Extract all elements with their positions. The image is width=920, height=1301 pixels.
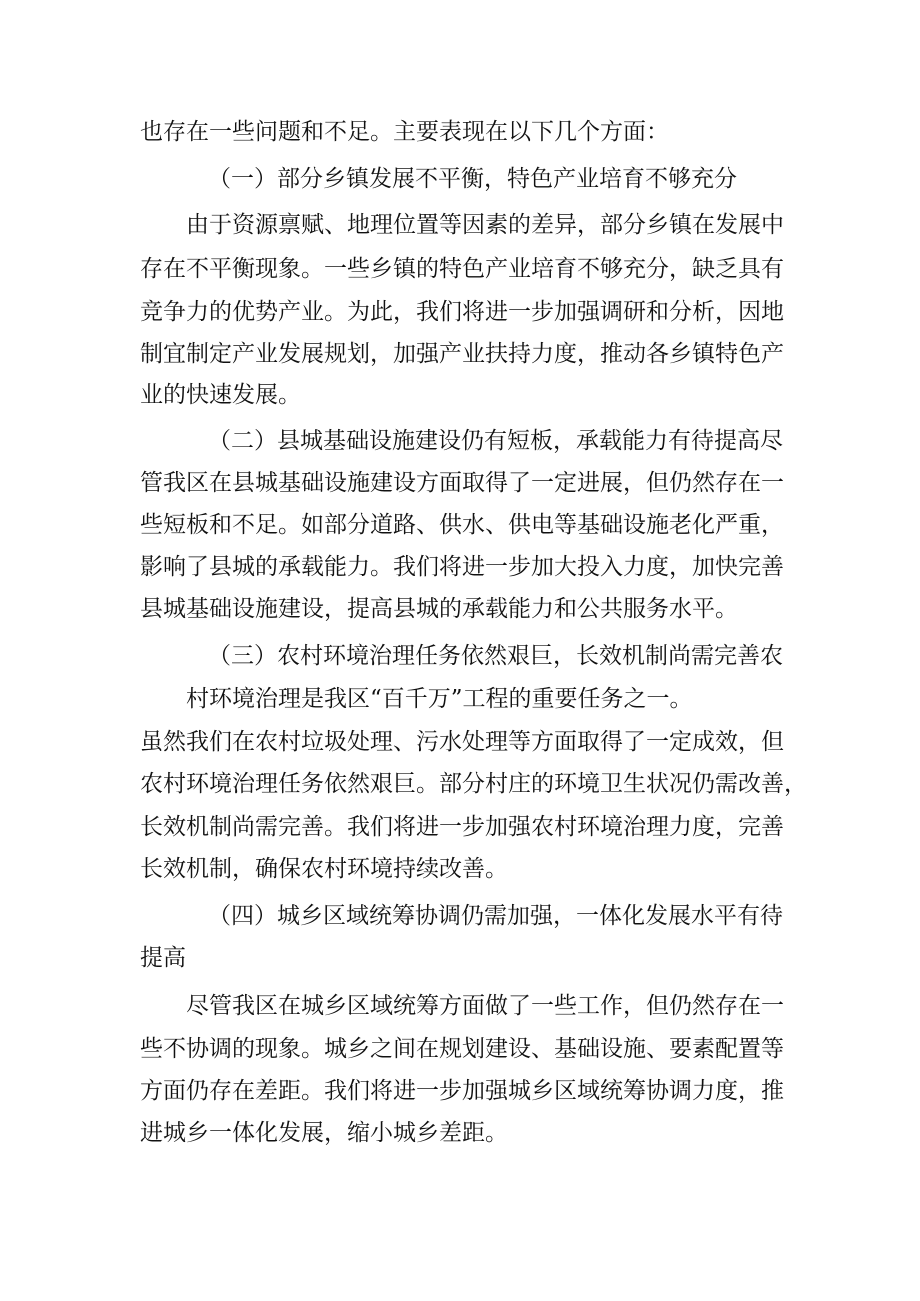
section-2-line-3: 影响了县城的承载能力。我们将进一步加大投入力度，加快完善 <box>140 554 784 580</box>
section-2-line-2: 些短板和不足。如部分道路、供水、供电等基础设施老化严重， <box>140 512 784 538</box>
section-3-line-1: 村环境治理是我区“百千万”工程的重要任务之一。 <box>186 686 693 712</box>
section-4-line-2: 些不协调的现象。城乡之间在规划建设、基础设施、要素配置等 <box>140 1036 784 1062</box>
section-3-line-2: 虽然我们在农村垃圾处理、污水处理等方面取得了一定成效，但 <box>140 729 784 755</box>
section-3-line-5: 长效机制，确保农村环境持续改善。 <box>140 856 508 882</box>
section-4-line-4: 进城乡一体化发展，缩小城乡差距。 <box>140 1120 508 1146</box>
section-3-line-3: 农村环境治理任务依然艰巨。部分村庄的环境卫生状况仍需改善， <box>140 771 807 797</box>
section-3-line-4: 长效机制尚需完善。我们将进一步加强农村环境治理力度，完善 <box>140 814 784 840</box>
section-3-heading: （三）农村环境治理任务依然艰巨，长效机制尚需完善农 <box>208 643 783 669</box>
section-4-heading: （四）城乡区域统筹协调仍需加强，一体化发展水平有待 <box>208 903 783 929</box>
section-2-line-4: 县城基础设施建设，提高县城的承载能力和公共服务水平。 <box>140 596 738 622</box>
section-1-line-4: 制宜制定产业发展规划，加强产业扶持力度，推动各乡镇特色产 <box>140 341 784 367</box>
section-1-line-1: 由于资源禀赋、地理位置等因素的差异，部分乡镇在发展中 <box>186 212 784 238</box>
intro-line: 也存在一些问题和不足。主要表现在以下几个方面： <box>140 119 669 145</box>
section-4-line-3: 方面仍存在差距。我们将进一步加强城乡区域统筹协调力度，推 <box>140 1078 784 1104</box>
section-1-line-2: 存在不平衡现象。一些乡镇的特色产业培育不够充分，缺乏具有 <box>140 256 784 282</box>
section-4-line-1: 尽管我区在城乡区域统筹方面做了一些工作，但仍然存在一 <box>186 993 784 1019</box>
section-1-line-3: 竞争力的优势产业。为此，我们将进一步加强调研和分析，因地 <box>140 299 784 325</box>
section-4-heading-cont: 提高 <box>140 945 186 971</box>
section-2-line-1: 管我区在县城基础设施建设方面取得了一定进展，但仍然存在一 <box>140 470 784 496</box>
section-1-heading: （一）部分乡镇发展不平衡，特色产业培育不够充分 <box>208 166 737 192</box>
section-2-heading: （二）县城基础设施建设仍有短板，承载能力有待提高尽 <box>208 428 783 454</box>
section-1-line-5: 业的快速发展。 <box>140 382 301 408</box>
